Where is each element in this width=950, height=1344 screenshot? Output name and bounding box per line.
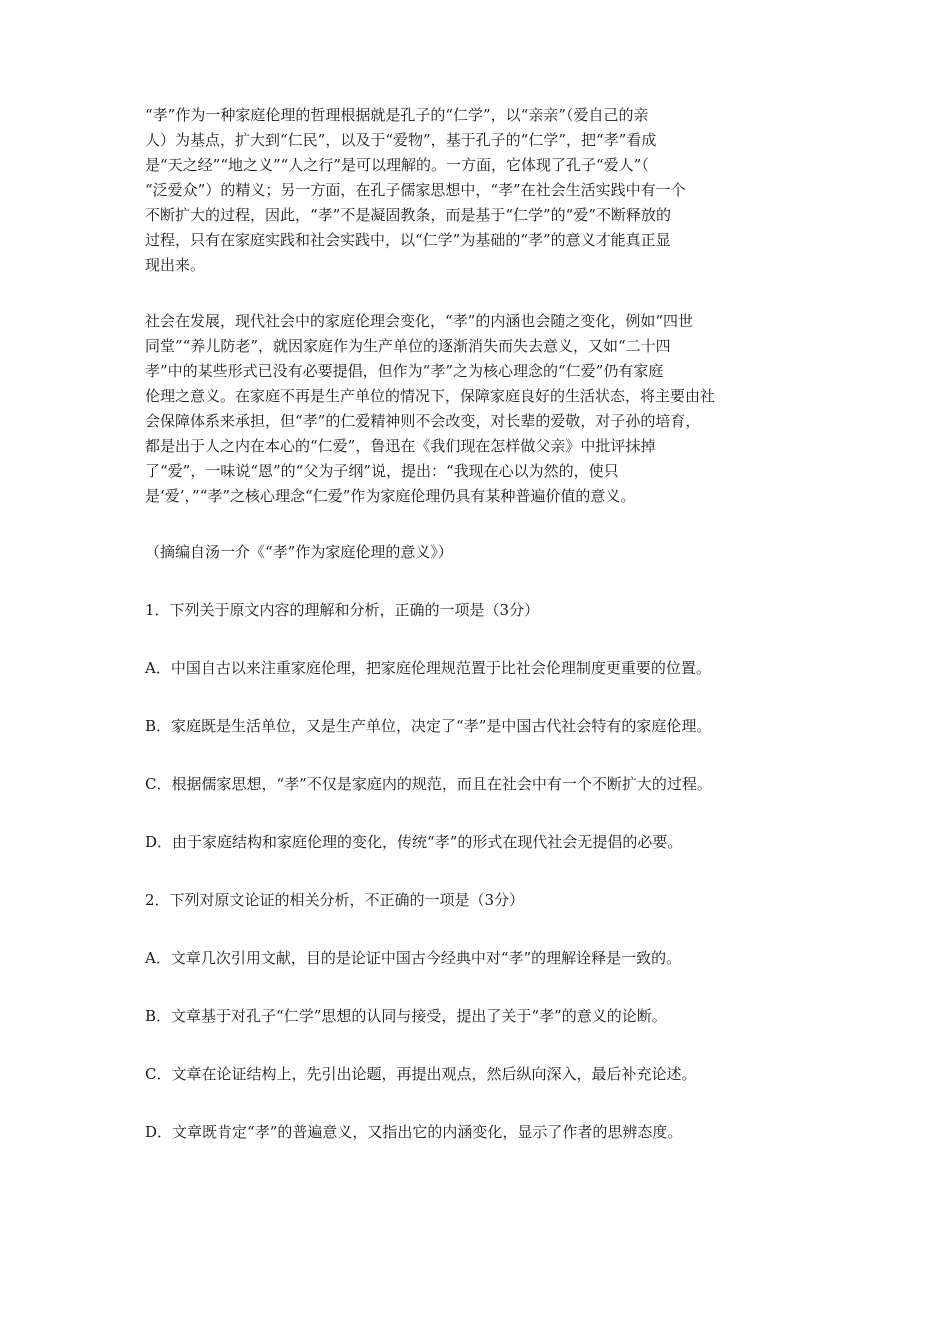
- question-1-option-c: C．根据儒家思想，“孝”不仅是家庭内的规范，而且在社会中有一个不断扩大的过程。: [145, 775, 712, 793]
- question-2-option-b: B．文章基于对孔子“仁学”思想的认同与接受，提出了关于“孝”的意义的论断。: [145, 1007, 667, 1025]
- source-citation: （摘编自汤一介《“孝”作为家庭伦理的意义》）: [145, 543, 453, 561]
- text-line: 孝”中的某些形式已没有必要提倡，但作为“孝”之为核心理念的“仁爱”仍有家庭: [145, 362, 664, 380]
- text-line: “泛爱众”）的精义；另一方面，在孔子儒家思想中，“孝”在社会生活实践中有一个: [145, 181, 686, 199]
- text-line: 伦理之意义。在家庭不再是生产单位的情况下，保障家庭良好的生活状态，将主要由社: [145, 387, 716, 405]
- passage-paragraph-2: [145, 309, 810, 509]
- text-line: 是“天之经”“地之义”“人之行”是可以理解的。一方面，它体现了孔子“爱人”（: [145, 156, 649, 174]
- question-1-option-b: B．家庭既是生活单位，又是生产单位，决定了“孝”是中国古代社会特有的家庭伦理。: [145, 717, 712, 735]
- text-line: 了“爱”，一味说“恩”的“父为子纲”说，提出：“我现在心以为然的，使只: [145, 462, 619, 480]
- text-line: 是‘爱’，”“孝”之核心理念“仁爱”作为家庭伦理仍具有某种普遍价值的意义。: [145, 487, 636, 505]
- question-2-option-c: C．文章在论证结构上，先引出论题，再提出观点，然后纵向深入，最后补充论述。: [145, 1065, 697, 1083]
- question-1-option-a: A．中国自古以来注重家庭伦理，把家庭伦理规范置于比社会伦理制度更重要的位置。: [145, 659, 711, 677]
- text-line: 同堂”“养儿防老”，就因家庭作为生产单位的逐渐消失而失去意义，又如“二十四: [145, 337, 671, 355]
- question-2-option-a: A．文章几次引用文献，目的是论证中国古今经典中对“孝”的理解诠释是一致的。: [145, 949, 682, 967]
- text-line: 现出来。: [145, 256, 206, 274]
- passage-paragraph-1: [145, 103, 810, 278]
- question-2-option-d: D．文章既肯定“孝”的普遍意义，又指出它的内涵变化，显示了作者的思辨态度。: [145, 1123, 683, 1141]
- document-page: [145, 103, 810, 1145]
- text-line: 人）为基点，扩大到“仁民”，以及于“爱物”，基于孔子的“仁学”，把“孝”看成: [145, 131, 657, 149]
- question-1-stem: 1．下列关于原文内容的理解和分析，正确的一项是（3分）: [145, 601, 540, 619]
- text-line: 过程，只有在家庭实践和社会实践中，以“仁学”为基础的“孝”的意义才能真正显: [145, 231, 671, 249]
- text-line: 都是出于人之内在本心的“仁爱”，鲁迅在《我们现在怎样做父亲》中批评抹掉: [145, 437, 656, 455]
- text-line: 会保障体系来承担，但“孝”的仁爱精神则不会改变，对长辈的爱敬，对子孙的培育，: [145, 412, 701, 430]
- text-line: “孝”作为一种家庭伦理的哲理根据就是孔子的“仁学”，以“亲亲”（爱自己的亲: [145, 106, 649, 124]
- text-line: 社会在发展，现代社会中的家庭伦理会变化，“孝”的内涵也会随之变化，例如“四世: [145, 312, 694, 330]
- question-2-stem: 2．下列对原文论证的相关分析，不正确的一项是（3分）: [145, 891, 525, 909]
- question-1-option-d: D．由于家庭结构和家庭伦理的变化，传统“孝”的形式在现代社会无提倡的必要。: [145, 833, 683, 851]
- text-line: 不断扩大的过程，因此，“孝”不是凝固教条，而是基于“仁学”的“爱”不断释放的: [145, 206, 672, 224]
